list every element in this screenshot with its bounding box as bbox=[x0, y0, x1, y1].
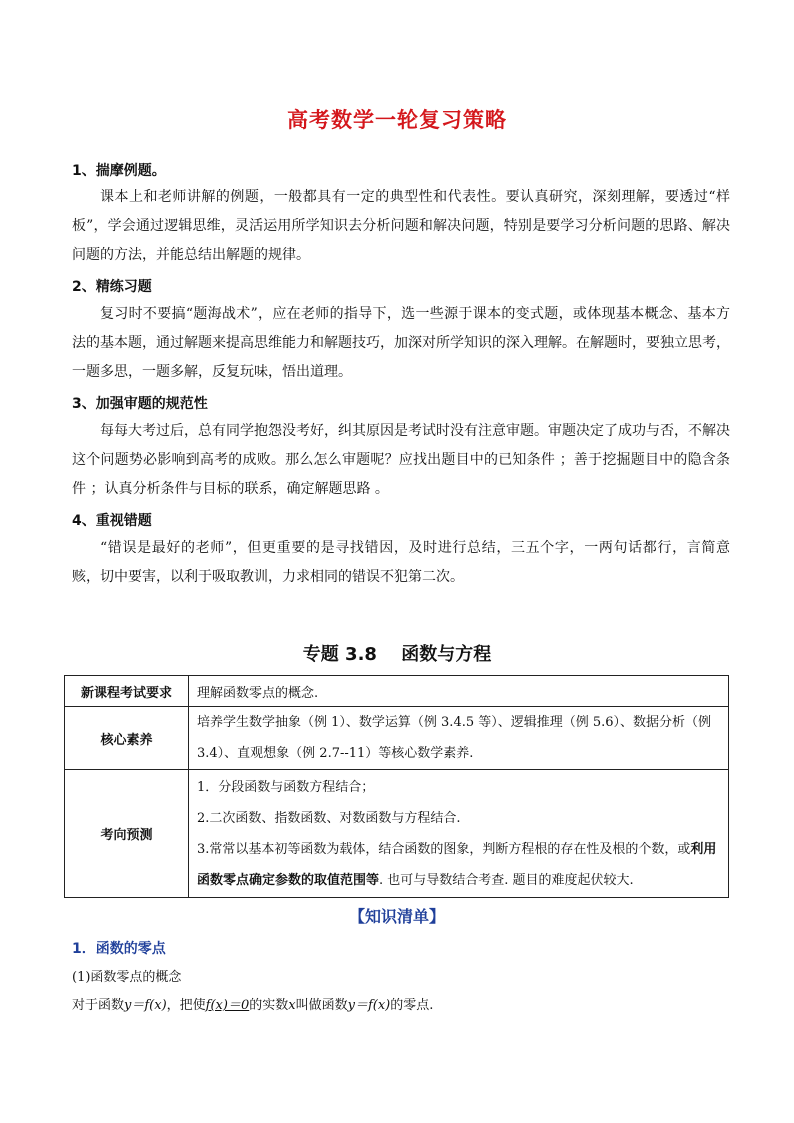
row-value-prediction bbox=[189, 770, 729, 898]
row-label-core-literacy: 核心素养 bbox=[65, 707, 189, 770]
prediction-line-3-bold: 利用函数零点确定参数的取值范围等 bbox=[197, 841, 717, 888]
requirements-table bbox=[64, 675, 729, 898]
section-body-1: 课本上和老师讲解的例题，一般都具有一定的典型性和代表性。要认真研究，深刻理解，要透过“样板”，学会通过逻辑思维，灵活运用所学知识去分析问题和解决问题，特别是要学习分析问题的思路、解决问题的方法，并能总结出解题的规律。 bbox=[72, 189, 730, 263]
function-expression: y＝f(x) bbox=[124, 998, 167, 1013]
definition-text-d: 叫做函数 bbox=[295, 998, 348, 1013]
section-heading-1: 1、揣摩例题。 bbox=[72, 163, 166, 179]
section-heading-3: 3、加强审题的规范性 bbox=[72, 396, 208, 412]
section-body-4: “错误是最好的老师”，但更重要的是寻找错因，及时进行总结，三五个字，一两句话都行，言简意赅，切中要害，以利于吸取教训，力求相同的错误不犯第二次。 bbox=[72, 540, 730, 585]
table-row bbox=[65, 770, 729, 898]
section-body-3: 每每大考过后，总有同学抱怨没考好，纠其原因是考试时没有注意审题。审题决定了成功与否，不解决这个问题势必影响到高考的成败。那么怎么审题呢？应找出题目中的已知条件 ；善于挖掘题目中的隐含条件 ；认真分析条件与目标的联系，确定解题思路 。 bbox=[72, 423, 730, 497]
prediction-line-3-tail: . 也可与导数结合考查. 题目的难度起伏较大. bbox=[379, 872, 634, 888]
prediction-line-3-text: 3.常常以基本初等函数为载体，结合函数的图象，判断方程根的存在性及根的个数，或 bbox=[197, 841, 691, 857]
definition-text-c: 的实数 bbox=[249, 998, 289, 1013]
section-heading-4: 4、重视错题 bbox=[72, 513, 152, 529]
prediction-line-3 bbox=[197, 834, 720, 896]
definition-text-a: 对于函数 bbox=[72, 998, 125, 1013]
knowledge-heading: 1．函数的零点 bbox=[72, 941, 166, 957]
table-row bbox=[65, 707, 729, 770]
definition-text-b: ，把使 bbox=[166, 998, 206, 1013]
variable-x: x bbox=[288, 998, 296, 1013]
row-value-exam-requirements: 理解函数零点的概念. bbox=[189, 676, 729, 707]
topic-title: 专题 3.8 函数与方程 bbox=[302, 644, 492, 665]
core-literacy-text: 培养学生数学抽象（例 1）、数学运算（例 3.4.5 等）、逻辑推理（例 5.6）、数据分析（例 3.4）、直观想象（例 2.7--11）等核心数学素养. bbox=[197, 715, 712, 761]
section-body-2: 复习时不要搞“题海战术”，应在老师的指导下，选一些源于课本的变式题，或体现基本概念、基本方法的基本题，通过解题来提高思维能力和解题技巧，加深对所学知识的深入理解。在解题时，要独立思考，一题多思，一题多解，反复玩味，悟出道理。 bbox=[72, 306, 730, 380]
row-label-prediction: 考向预测 bbox=[65, 770, 189, 898]
zero-equation: f(x)＝0 bbox=[205, 998, 250, 1013]
table-row bbox=[65, 676, 729, 707]
prediction-line-1: 1．分段函数与函数方程结合； bbox=[197, 779, 375, 795]
knowledge-subheading: (1)函数零点的概念 bbox=[72, 970, 182, 985]
definition-text-e: 的零点. bbox=[390, 998, 434, 1013]
function-expression-2: y＝f(x) bbox=[347, 998, 391, 1013]
document-title: 高考数学一轮复习策略 bbox=[287, 108, 507, 132]
row-label-exam-requirements: 新课程考试要求 bbox=[65, 676, 189, 707]
definition-line bbox=[72, 994, 433, 1013]
prediction-line-2: 2.二次函数、指数函数、对数函数与方程结合. bbox=[197, 810, 461, 826]
knowledge-list-title: 【知识清单】 bbox=[348, 907, 445, 926]
section-heading-2: 2、精练习题 bbox=[72, 279, 152, 295]
row-value-core-literacy bbox=[189, 707, 729, 770]
